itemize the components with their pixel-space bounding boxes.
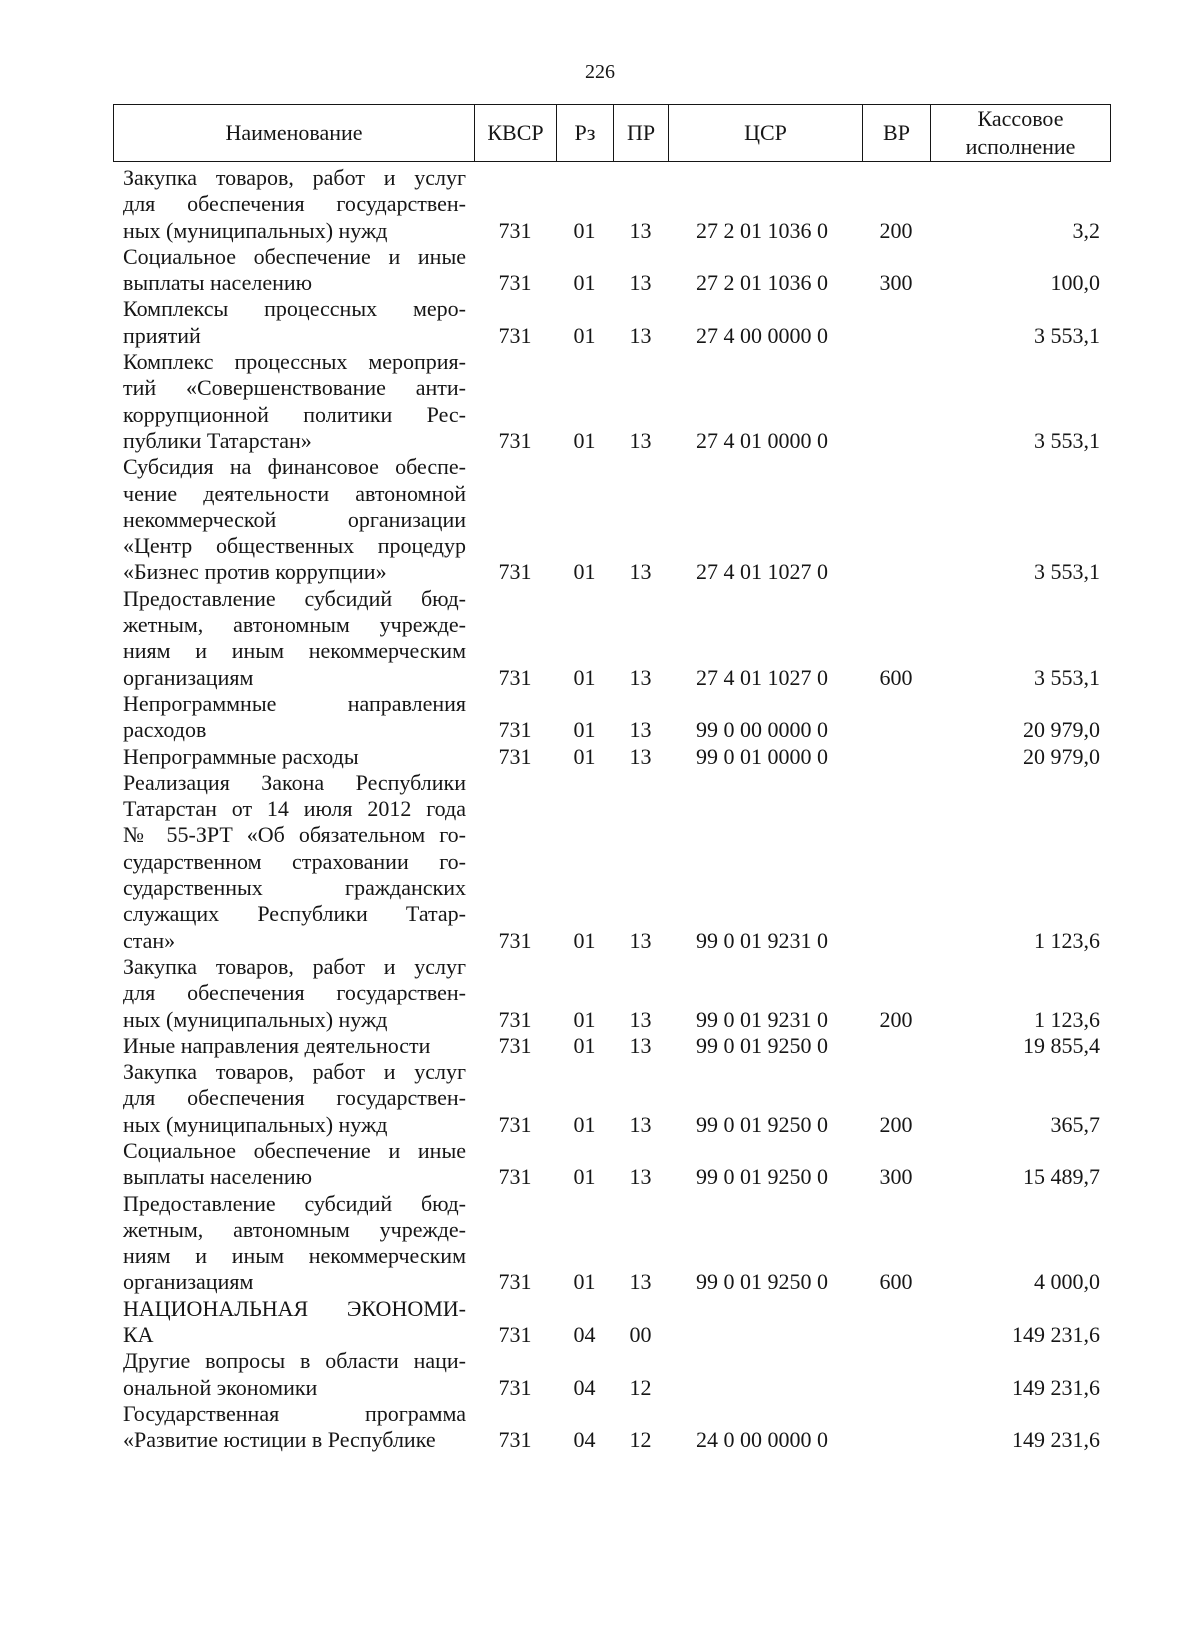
- vr-cell: 200: [879, 1006, 913, 1032]
- name-line: Субсидия на финансовое обеспе-: [123, 454, 466, 480]
- amount-cell: 1 123,6: [1034, 927, 1100, 953]
- pr-cell: 13: [629, 1111, 652, 1137]
- name-line: Другие вопросы в области наци-: [123, 1348, 466, 1374]
- vr-cell: [862, 1348, 930, 1401]
- name-line: ниям и иным некоммерческим: [123, 638, 466, 664]
- name-line: КА: [123, 1322, 154, 1348]
- rz-cell: 01: [573, 1111, 596, 1137]
- table-body: [113, 165, 1110, 1454]
- header-name: Наименование: [114, 105, 475, 162]
- pr-cell: 13: [629, 1269, 652, 1295]
- amount-cell: 3 553,1: [1034, 664, 1100, 690]
- name-cell: [113, 691, 474, 744]
- kvsr-cell: 731: [498, 427, 532, 453]
- name-line: Закупка товаров, работ и услуг: [123, 165, 466, 190]
- header-csr: ЦСР: [669, 105, 863, 162]
- vr-cell: [862, 296, 930, 349]
- vr-cell: [862, 691, 930, 744]
- pr-cell: 00: [629, 1322, 652, 1348]
- kvsr-cell: 731: [498, 1322, 532, 1348]
- table-row: [113, 1059, 1110, 1138]
- pr-cell: 13: [629, 1032, 652, 1058]
- kvsr-cell: 731: [498, 1111, 532, 1137]
- rz-cell: 04: [573, 1322, 596, 1348]
- name-line: Татарстан от 14 июля 2012 года: [123, 796, 466, 822]
- name-cell: [113, 165, 474, 244]
- table-row: [113, 954, 1110, 1033]
- pr-cell: 13: [629, 1006, 652, 1032]
- name-line: Закупка товаров, работ и услуг: [123, 1059, 466, 1085]
- header-amount: [931, 105, 1111, 162]
- csr-cell: 27 2 01 1036 0: [696, 270, 828, 296]
- rz-cell: 01: [573, 1032, 596, 1058]
- kvsr-cell: 731: [498, 1006, 532, 1032]
- name-line: выплаты населению: [123, 270, 313, 296]
- csr-cell: 99 0 01 9231 0: [696, 927, 828, 953]
- header-vr: ВР: [863, 105, 931, 162]
- name-line: ональной экономики: [123, 1374, 318, 1400]
- rz-cell: 01: [573, 217, 596, 243]
- csr-cell: 27 4 01 0000 0: [696, 427, 828, 453]
- amount-cell: 1 123,6: [1034, 1006, 1100, 1032]
- name-line: Предоставление субсидий бюд-: [123, 585, 466, 611]
- csr-cell: 99 0 01 9250 0: [696, 1111, 828, 1137]
- csr-cell: 27 4 01 1027 0: [696, 559, 828, 585]
- amount-cell: 149 231,6: [1012, 1374, 1100, 1400]
- table-row: [113, 744, 1110, 770]
- kvsr-cell: 731: [498, 1374, 532, 1400]
- kvsr-cell: 731: [498, 717, 532, 743]
- name-line: некоммерческой организации: [123, 506, 466, 532]
- table-row: [113, 691, 1110, 744]
- name-line: выплаты населению: [123, 1164, 313, 1190]
- kvsr-cell: 731: [498, 743, 532, 769]
- name-line: «Бизнес против коррупции»: [123, 559, 387, 585]
- amount-cell: 15 489,7: [1023, 1164, 1100, 1190]
- amount-cell: 20 979,0: [1023, 743, 1100, 769]
- csr-cell: 99 0 00 0000 0: [696, 717, 828, 743]
- csr-cell: 99 0 01 9250 0: [696, 1269, 828, 1295]
- name-line: жетным, автономным учрежде-: [123, 612, 466, 638]
- rz-cell: 01: [573, 559, 596, 585]
- page-number: 226: [585, 61, 615, 83]
- name-line: коррупционной политики Рес-: [123, 401, 466, 427]
- pr-cell: 13: [629, 743, 652, 769]
- rz-cell: 01: [573, 664, 596, 690]
- kvsr-cell: 731: [498, 322, 532, 348]
- name-cell: [113, 1191, 474, 1296]
- kvsr-cell: 731: [498, 664, 532, 690]
- amount-cell: 19 855,4: [1023, 1032, 1100, 1058]
- name-line: организациям: [123, 1269, 254, 1295]
- name-line: Социальное обеспечение и иные: [123, 243, 466, 269]
- csr-cell: 99 0 01 9231 0: [696, 1006, 828, 1032]
- name-cell: [113, 244, 474, 297]
- vr-cell: 600: [879, 1269, 913, 1295]
- rz-cell: 01: [573, 322, 596, 348]
- name-cell: [113, 1348, 474, 1401]
- csr-cell: 27 4 01 1027 0: [696, 664, 828, 690]
- header-kvsr: КВСР: [475, 105, 557, 162]
- kvsr-cell: 731: [498, 1269, 532, 1295]
- name-line: Комплекс процессных мероприя-: [123, 349, 466, 375]
- vr-cell: [862, 1296, 930, 1349]
- pr-cell: 13: [629, 322, 652, 348]
- name-line: «Развитие юстиции в Республике: [123, 1427, 436, 1453]
- amount-cell: 3 553,1: [1034, 427, 1100, 453]
- name-line: чение деятельности автономной: [123, 480, 466, 506]
- name-cell: [113, 454, 474, 585]
- pr-cell: 13: [629, 717, 652, 743]
- rz-cell: 01: [573, 427, 596, 453]
- header-pr: ПР: [614, 105, 669, 162]
- name-line: № 55-ЗРТ «Об обязательном го-: [123, 822, 466, 848]
- rz-cell: 04: [573, 1427, 596, 1453]
- name-line: публики Татарстан»: [123, 427, 312, 453]
- kvsr-cell: 731: [498, 1032, 532, 1058]
- pr-cell: 13: [629, 270, 652, 296]
- vr-cell: [862, 744, 930, 770]
- name-cell: [113, 296, 474, 349]
- name-line: жетным, автономным учрежде-: [123, 1216, 466, 1242]
- amount-cell: 365,7: [1050, 1111, 1100, 1137]
- amount-cell: 3,2: [1072, 217, 1100, 243]
- name-cell: [113, 1138, 474, 1191]
- pr-cell: 12: [629, 1427, 652, 1453]
- name-line: ных (муниципальных) нужд: [123, 1006, 388, 1032]
- name-cell: [113, 770, 474, 954]
- name-line: ных (муниципальных) нужд: [123, 217, 388, 243]
- name-line: Закупка товаров, работ и услуг: [123, 953, 466, 979]
- name-line: тий «Совершенствование анти-: [123, 375, 466, 401]
- kvsr-cell: 731: [498, 559, 532, 585]
- name-cell: [113, 1033, 474, 1059]
- pr-cell: 13: [629, 1164, 652, 1190]
- vr-cell: [862, 349, 930, 454]
- header-amount-line1: Кассовое: [977, 106, 1064, 131]
- name-line: для обеспечения государствен-: [123, 1085, 466, 1111]
- header-rz: Рз: [557, 105, 614, 162]
- rz-cell: 04: [573, 1374, 596, 1400]
- table-row: [113, 586, 1110, 691]
- header-amount-line2: исполнение: [965, 134, 1076, 159]
- rz-cell: 01: [573, 927, 596, 953]
- vr-cell: 300: [879, 270, 913, 296]
- name-cell: [113, 349, 474, 454]
- vr-cell: 200: [879, 217, 913, 243]
- name-line: сударственном страховании го-: [123, 848, 466, 874]
- rz-cell: 01: [573, 1164, 596, 1190]
- table-row: [113, 1033, 1110, 1059]
- amount-cell: 3 553,1: [1034, 559, 1100, 585]
- name-line: служащих Республики Татар-: [123, 901, 466, 927]
- pr-cell: 12: [629, 1374, 652, 1400]
- pr-cell: 13: [629, 927, 652, 953]
- name-cell: [113, 586, 474, 691]
- name-line: стан»: [123, 927, 176, 953]
- csr-cell: 27 4 00 0000 0: [696, 322, 828, 348]
- amount-cell: 149 231,6: [1012, 1427, 1100, 1453]
- kvsr-cell: 731: [498, 927, 532, 953]
- pr-cell: 13: [629, 559, 652, 585]
- vr-cell: 600: [879, 664, 913, 690]
- table-row: [113, 1296, 1110, 1349]
- name-line: Непрограммные направления: [123, 690, 466, 716]
- rz-cell: 01: [573, 743, 596, 769]
- amount-cell: 149 231,6: [1012, 1322, 1100, 1348]
- name-line: сударственных гражданских: [123, 875, 466, 901]
- rz-cell: 01: [573, 1269, 596, 1295]
- kvsr-cell: 731: [498, 217, 532, 243]
- kvsr-cell: 731: [498, 270, 532, 296]
- name-line: для обеспечения государствен-: [123, 191, 466, 217]
- table-row: [113, 1191, 1110, 1296]
- kvsr-cell: 731: [498, 1164, 532, 1190]
- budget-table: [113, 165, 1110, 1454]
- name-cell: [113, 954, 474, 1033]
- amount-cell: 3 553,1: [1034, 322, 1100, 348]
- csr-cell: 99 0 01 0000 0: [696, 743, 828, 769]
- pr-cell: 13: [629, 427, 652, 453]
- name-line: Государственная программа: [123, 1400, 466, 1426]
- name-line: Социальное обеспечение и иные: [123, 1137, 466, 1163]
- table-row: [113, 349, 1110, 454]
- csr-cell: [668, 1296, 862, 1349]
- table-row: [113, 1348, 1110, 1401]
- vr-cell: [862, 1401, 930, 1454]
- name-line: приятий: [123, 322, 201, 348]
- table-header: [113, 104, 1111, 162]
- rz-cell: 01: [573, 270, 596, 296]
- name-line: организациям: [123, 664, 254, 690]
- name-line: НАЦИОНАЛЬНАЯ ЭКОНОМИ-: [123, 1295, 466, 1321]
- table-row: [113, 244, 1110, 297]
- vr-cell: [862, 770, 930, 954]
- name-line: «Центр общественных процедур: [123, 533, 466, 559]
- name-cell: [113, 1401, 474, 1454]
- header-row: [114, 105, 1111, 162]
- amount-cell: 20 979,0: [1023, 717, 1100, 743]
- vr-cell: [862, 454, 930, 585]
- name-cell: [113, 1296, 474, 1349]
- table-row: [113, 165, 1110, 244]
- pr-cell: 13: [629, 217, 652, 243]
- table-row: [113, 454, 1110, 585]
- csr-cell: [668, 1348, 862, 1401]
- name-line: ных (муниципальных) нужд: [123, 1111, 388, 1137]
- name-line: Непрограммные расходы: [123, 743, 359, 769]
- amount-cell: 4 000,0: [1034, 1269, 1100, 1295]
- csr-cell: 99 0 01 9250 0: [696, 1164, 828, 1190]
- csr-cell: 27 2 01 1036 0: [696, 217, 828, 243]
- table-row: [113, 1138, 1110, 1191]
- csr-cell: 99 0 01 9250 0: [696, 1032, 828, 1058]
- name-cell: [113, 1059, 474, 1138]
- name-line: Предоставление субсидий бюд-: [123, 1190, 466, 1216]
- name-line: Комплексы процессных меро-: [123, 296, 466, 322]
- rz-cell: 01: [573, 1006, 596, 1032]
- name-line: Иные направления деятельности: [123, 1032, 431, 1058]
- vr-cell: 300: [879, 1164, 913, 1190]
- table-row: [113, 1401, 1110, 1454]
- amount-cell: 100,0: [1050, 270, 1100, 296]
- name-line: Реализация Закона Республики: [123, 769, 466, 795]
- name-line: для обеспечения государствен-: [123, 980, 466, 1006]
- rz-cell: 01: [573, 717, 596, 743]
- table-row: [113, 296, 1110, 349]
- kvsr-cell: 731: [498, 1427, 532, 1453]
- name-cell: [113, 744, 474, 770]
- table-row: [113, 770, 1110, 954]
- vr-cell: 200: [879, 1111, 913, 1137]
- name-line: расходов: [123, 717, 207, 743]
- name-line: ниям и иным некоммерческим: [123, 1243, 466, 1269]
- vr-cell: [862, 1033, 930, 1059]
- pr-cell: 13: [629, 664, 652, 690]
- csr-cell: 24 0 00 0000 0: [696, 1427, 828, 1453]
